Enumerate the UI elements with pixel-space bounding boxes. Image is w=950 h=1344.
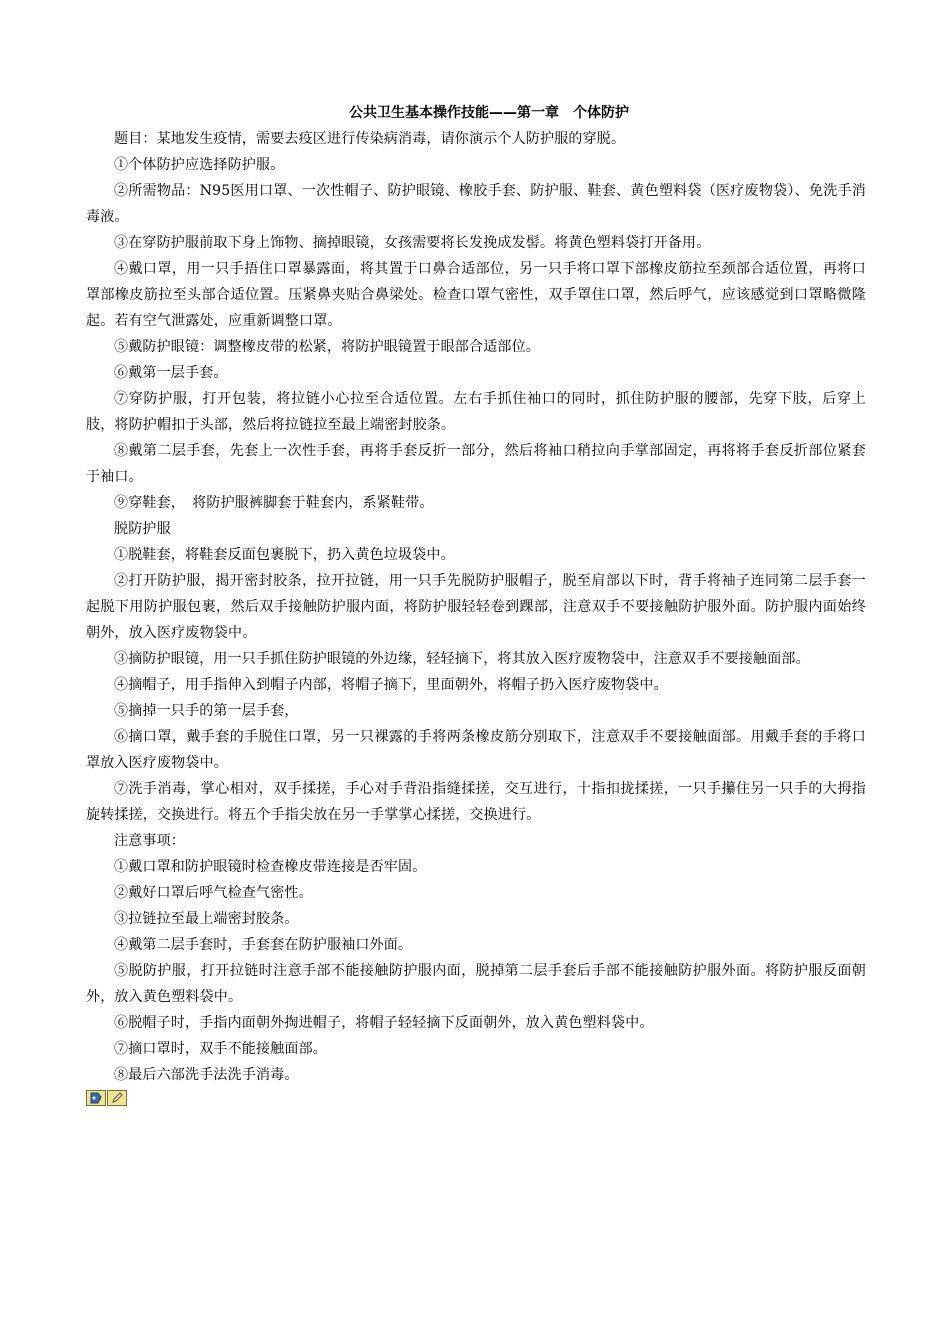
document-page [86,100,866,1108]
document-title: 公共卫生基本操作技能——第一章 个体防护 [349,105,629,121]
paragraph-note: ②戴好口罩后呼气检查气密性。 [114,885,313,901]
paragraph-step: ③在穿防护服前取下身上饰物、摘掉眼镜，女孩需要将长发挽成发髻。将黄色塑料袋打开备用。 [114,235,711,251]
paragraph-step: ⑥摘口罩，戴手套的手脱住口罩，另一只裸露的手将两条橡皮筋分别取下，注意双手不要接触面部。用戴手套的手将口罩放入医疗废物袋中。 [86,729,866,771]
section-heading-notes: 注意事项： [114,833,185,849]
paragraph-question: 题目：某地发生疫情，需要去疫区进行传染病消毒，请你演示个人防护服的穿脱。 [114,131,626,147]
paragraph-step: ①脱鞋套，将鞋套反面包裹脱下，扔入黄色垃圾袋中。 [114,547,455,563]
paragraph-step: ②打开防护服，揭开密封胶条，拉开拉链，用一只手先脱防护服帽子，脱至肩部以下时，背手将袖子连同第二层手套一起脱下用防护服包裹，然后双手接触防护服内面，将防护服轻轻卷到踝部，注意双手不要接触防护服外面。防护服内面始终朝外，放入医疗废物袋中。 [86,573,866,641]
paragraph-step: ①个体防护应选择防护服。 [114,157,285,173]
paragraph-note: ⑤脱防护服，打开拉链时注意手部不能接触防护服内面，脱掉第二层手套后手部不能接触防护服外面。将防护服反面朝外，放入黄色塑料袋中。 [86,963,866,1005]
document-body [86,126,866,1088]
paragraph-step: ⑥戴第一层手套。 [114,365,228,381]
paragraph-step: ⑤摘掉一只手的第一层手套， [114,703,299,719]
paragraph-step: ②所需物品：N95医用口罩、一次性帽子、防护眼镜、橡胶手套、防护服、鞋套、黄色塑料袋（医疗废物袋）、免洗手消毒液。 [86,183,866,225]
paragraph-step: ⑨穿鞋套， 将防护服裤脚套于鞋套内，系紧鞋带。 [114,495,434,511]
embedded-toolbar [86,1090,866,1108]
paragraph-step: ⑦洗手消毒，掌心相对，双手揉搓，手心对手背沿指缝揉搓，交互进行，十指扣拢揉搓，一只手攥住另一只手的大拇指旋转揉搓，交换进行。将五个手指尖放在另一手掌掌心揉搓，交换进行。 [86,781,866,823]
paragraph-step: ⑧戴第二层手套，先套上一次性手套，再将手套反折一部分，然后将袖口稍拉向手掌部固定，再将将手套反折部位紧套于袖口。 [86,443,866,485]
paragraph-note: ⑦摘口罩时，双手不能接触面部。 [114,1041,327,1057]
paragraph-step: ③摘防护眼镜，用一只手抓住防护眼镜的外边缘，轻轻摘下，将其放入医疗废物袋中，注意双手不要接触面部。 [114,651,810,667]
paragraph-step: ⑦穿防护服，打开包装，将拉链小心拉至合适位置。左右手抓住袖口的同时，抓住防护服的腰部，先穿下肢，后穿上肢，将防护帽扣于头部，然后将拉链拉至最上端密封胶条。 [86,391,866,433]
section-heading-remove: 脱防护服 [114,521,171,537]
paragraph-note: ⑧最后六部洗手法洗手消毒。 [114,1067,299,1083]
paragraph-note: ③拉链拉至最上端密封胶条。 [114,911,299,927]
paragraph-step: ④戴口罩，用一只手捂住口罩暴露面，将其置于口鼻合适部位，另一只手将口罩下部橡皮筋拉至颈部合适位置，再将口罩部橡皮筋拉至头部合适位置。压紧鼻夹贴合鼻梁处。检查口罩气密性，双手罩住口罩，然后呼气，应该感觉到口罩略微隆起。若有空气泄露处，应重新调整口罩。 [86,261,866,329]
paragraph-step: ⑤戴防护眼镜：调整橡皮带的松紧，将防护眼镜置于眼部合适部位。 [114,339,540,355]
paragraph-note: ①戴口罩和防护眼镜时检查橡皮带连接是否牢固。 [114,859,427,875]
paragraph-note: ⑥脱帽子时，手指内面朝外掏进帽子，将帽子轻轻摘下反面朝外，放入黄色塑料袋中。 [114,1015,654,1031]
bookmark-icon[interactable] [86,1090,106,1106]
edit-icon[interactable] [107,1090,127,1106]
paragraph-note: ④戴第二层手套时，手套套在防护服袖口外面。 [114,937,413,953]
paragraph-step: ④摘帽子，用手指伸入到帽子内部，将帽子摘下，里面朝外，将帽子扔入医疗废物袋中。 [114,677,668,693]
